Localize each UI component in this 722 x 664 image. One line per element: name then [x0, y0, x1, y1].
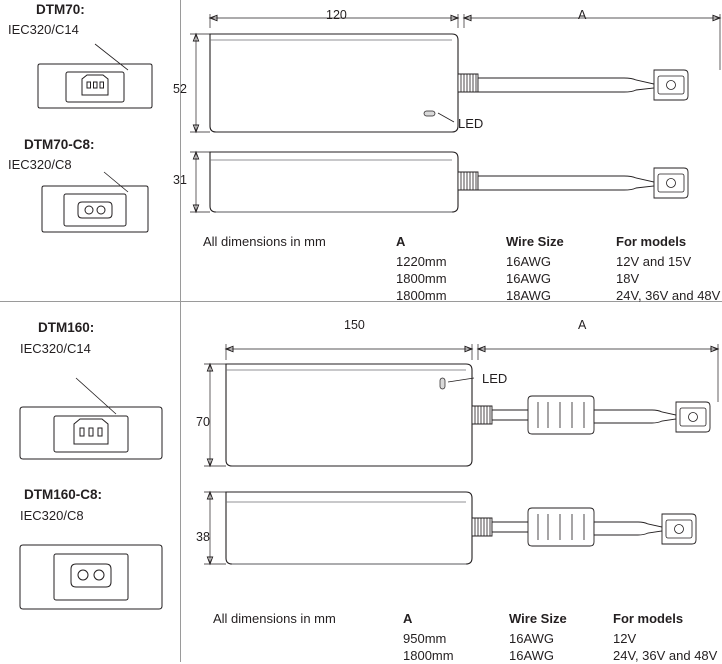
top-dim-height-top: 52 [173, 82, 187, 96]
top-cell-wire-1: 16AWG [506, 254, 552, 269]
bottom-cell-models-1: 12V [613, 631, 637, 646]
top-inlet-1-title: DTM70: [36, 2, 85, 17]
top-inlet-2-drawing [20, 150, 170, 240]
bottom-inlet-2-title: DTM160-C8: [24, 487, 103, 502]
top-cell-a-1: 1220mm [396, 254, 447, 269]
bottom-th-wire-size: Wire Size [509, 611, 567, 626]
bottom-psu-drawing [186, 320, 722, 600]
bottom-spec-table [403, 611, 717, 664]
bottom-cell-wire-1: 16AWG [509, 631, 555, 646]
top-cell-a-3: 1800mm [396, 288, 447, 303]
bottom-dim-height-top: 70 [196, 415, 210, 429]
bottom-inlet-2-drawing [6, 520, 176, 630]
table-row [396, 270, 720, 287]
bottom-th-a: A [403, 611, 413, 626]
top-cell-models-2: 18V [616, 271, 640, 286]
bottom-cell-models-2: 24V, 36V and 48V [613, 648, 718, 663]
top-dim-length: 120 [326, 8, 347, 22]
bottom-inlet-1-title: DTM160: [38, 320, 95, 335]
table-row [403, 630, 717, 647]
top-dim-cable-letter: A [578, 8, 587, 22]
top-th-wire-size: Wire Size [506, 234, 564, 249]
top-led-label: LED [458, 116, 484, 131]
top-cell-wire-2: 16AWG [506, 271, 552, 286]
bottom-dim-length: 150 [344, 318, 365, 332]
bottom-cell-wire-2: 16AWG [509, 648, 555, 663]
top-psu-drawing [186, 0, 722, 240]
table-row [396, 253, 720, 270]
top-dimensions-note: All dimensions in mm [203, 234, 326, 249]
bottom-cell-a-2: 1800mm [403, 648, 454, 663]
bottom-dimensions-note: All dimensions in mm [213, 611, 336, 626]
table-row [396, 287, 720, 304]
bottom-dim-cable-letter: A [578, 318, 587, 332]
top-spec-table [396, 234, 720, 304]
bottom-inlet-1-subtitle: IEC320/C14 [20, 341, 91, 356]
top-panel-divider-vertical [180, 0, 181, 301]
top-dim-height-bottom: 31 [173, 173, 187, 187]
bottom-panel-divider-vertical [180, 302, 181, 662]
bottom-led-label: LED [482, 371, 508, 386]
bottom-inlet-2-subtitle: IEC320/C8 [20, 508, 84, 523]
top-th-for-models: For models [616, 234, 687, 249]
top-inlet-2-title: DTM70-C8: [24, 137, 95, 152]
table-header-row [396, 234, 720, 253]
top-inlet-1-subtitle: IEC320/C14 [8, 22, 79, 37]
top-cell-models-1: 12V and 15V [616, 254, 692, 269]
top-cell-wire-3: 18AWG [506, 288, 552, 303]
top-inlet-2-subtitle: IEC320/C8 [8, 157, 72, 172]
bottom-cell-a-1: 950mm [403, 631, 447, 646]
top-inlet-1-drawing [20, 32, 170, 110]
bottom-dim-height-bottom: 38 [196, 530, 210, 544]
top-cell-a-2: 1800mm [396, 271, 447, 286]
table-row [403, 647, 717, 664]
top-cell-models-3: 24V, 36V and 48V [616, 288, 721, 303]
bottom-inlet-1-drawing [6, 356, 176, 466]
table-header-row [403, 611, 717, 630]
bottom-th-for-models: For models [613, 611, 684, 626]
top-th-a: A [396, 234, 406, 249]
